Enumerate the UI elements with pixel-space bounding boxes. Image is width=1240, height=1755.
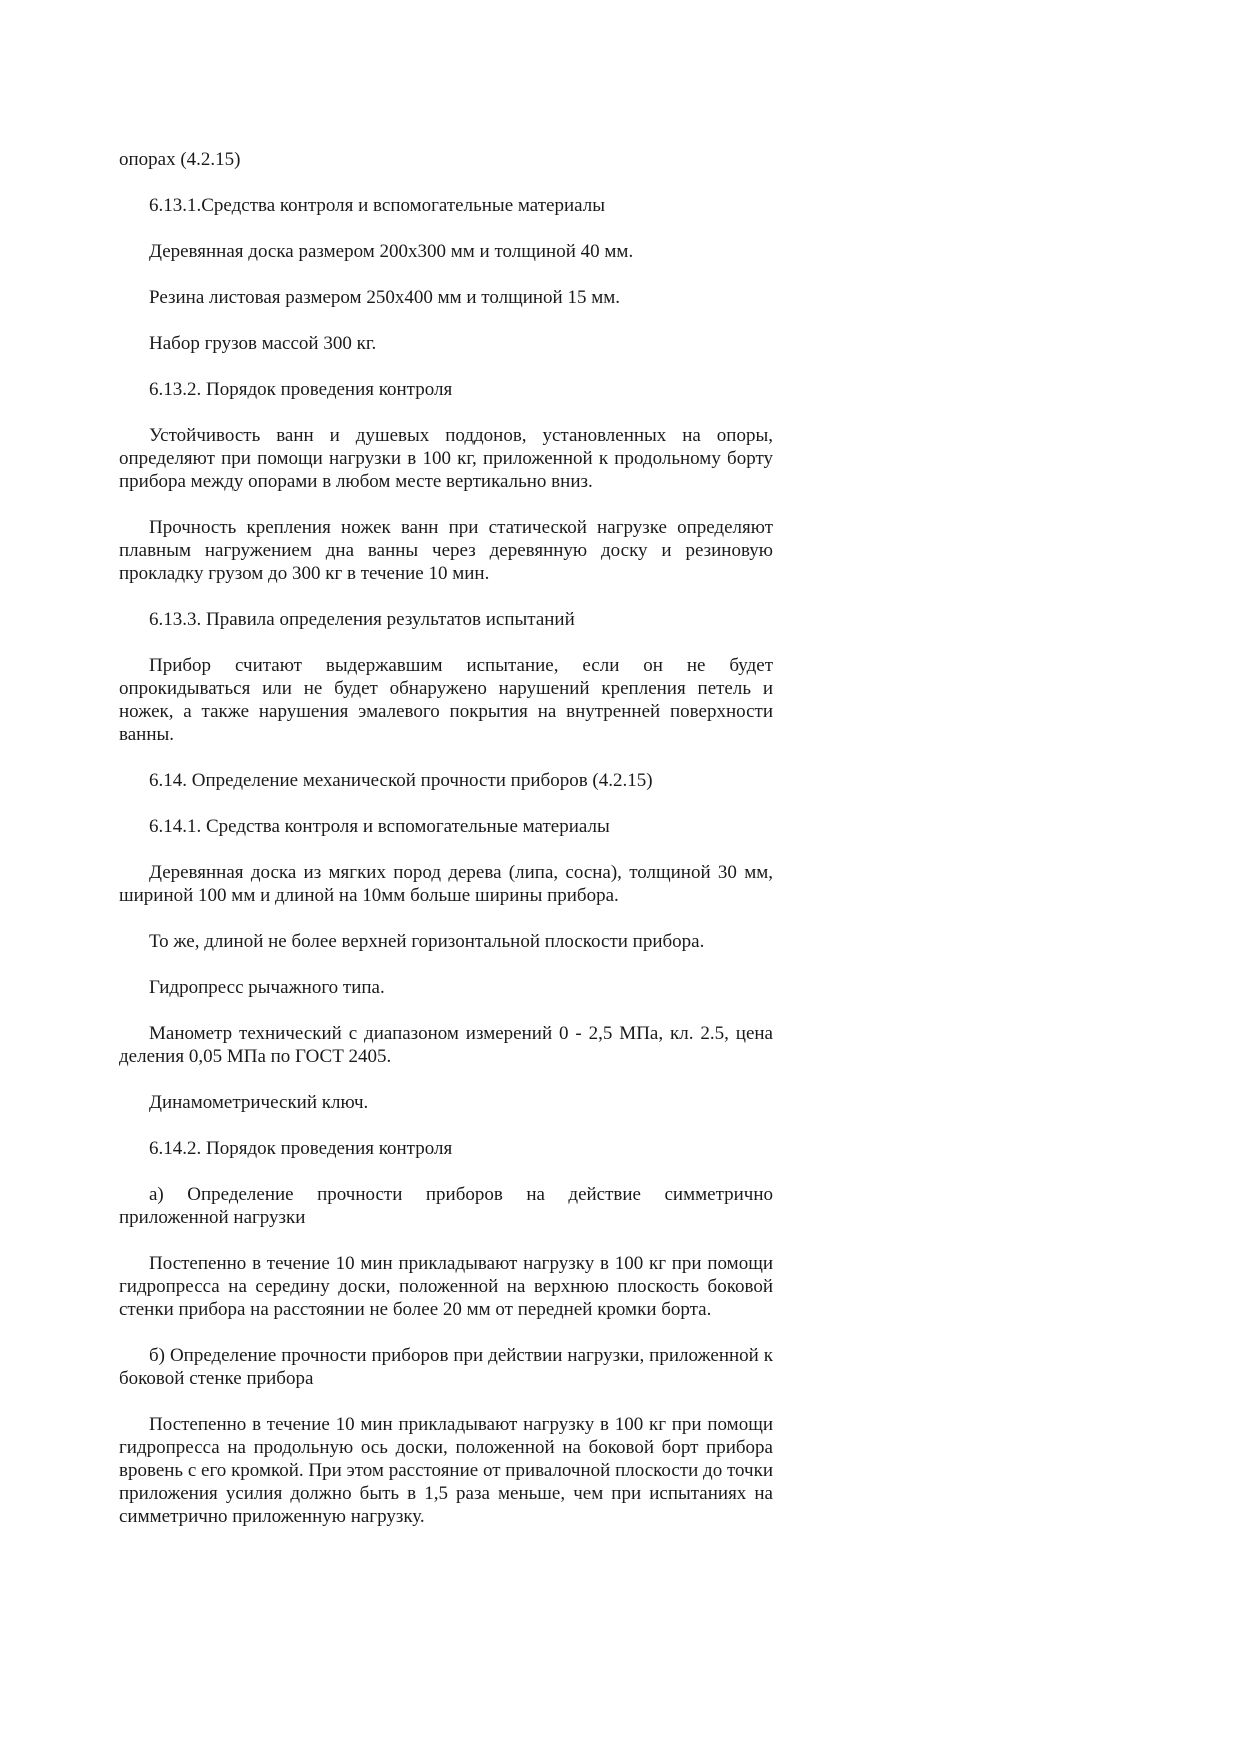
paragraph: Деревянная доска размером 200х300 мм и толщиной 40 мм.: [149, 241, 634, 262]
paragraph: Прибор считают выдержавшим испытание, если он не будет опрокидываться или не будет обнаружено нарушений крепления петель и ножек, а также нарушения эмалевого покрытия на внутренней поверхности ванны.: [119, 655, 773, 745]
paragraph: Набор грузов массой 300 кг.: [149, 333, 377, 354]
paragraph: Постепенно в течение 10 мин прикладывают нагрузку в 100 кг при помощи гидропресса на продольную ось доски, положенной на боковой борт прибора вровень с его кромкой. При этом расстояние от привалочной плоскости до точки приложения усилия должно быть в 1,5 раза меньше, чем при испытаниях на симметрично приложенную нагрузку.: [119, 1414, 773, 1527]
paragraph-continuation: опорах (4.2.15): [119, 149, 241, 170]
section-heading-6-13-2: 6.13.2. Порядок проведения контроля: [149, 379, 453, 400]
subsection-heading-b: б) Определение прочности приборов при действии нагрузки, приложенной к боковой стенке прибора: [119, 1345, 773, 1389]
paragraph: Постепенно в течение 10 мин прикладывают нагрузку в 100 кг при помощи гидропресса на середину доски, положенной на верхнюю плоскость боковой стенки прибора на расстоянии не более 20 мм от передней кромки борта.: [119, 1253, 773, 1320]
paragraph: Устойчивость ванн и душевых поддонов, установленных на опоры, определяют при помощи нагрузки в 100 кг, приложенной к продольному борту прибора между опорами в любом месте вертикально вниз.: [119, 425, 773, 492]
section-heading-6-14: 6.14. Определение механической прочности приборов (4.2.15): [149, 770, 653, 791]
paragraph: Прочность крепления ножек ванн при статической нагрузке определяют плавным нагружением дна ванны через деревянную доску и резиновую прокладку грузом до 300 кг в течение 10 мин.: [119, 517, 773, 584]
paragraph: Динамометрический ключ.: [149, 1092, 369, 1113]
paragraph: Манометр технический с диапазоном измерений 0 - 2,5 МПа, кл. 2.5, цена деления 0,05 МПа по ГОСТ 2405.: [119, 1023, 773, 1067]
paragraph: Резина листовая размером 250х400 мм и толщиной 15 мм.: [149, 287, 621, 308]
paragraph: То же, длиной не более верхней горизонтальной плоскости прибора.: [149, 931, 705, 952]
section-heading-6-13-3: 6.13.3. Правила определения результатов испытаний: [149, 609, 575, 630]
section-heading-6-14-2: 6.14.2. Порядок проведения контроля: [149, 1138, 453, 1159]
document-page: [119, 148, 773, 1551]
paragraph: Деревянная доска из мягких пород дерева (липа, сосна), толщиной 30 мм, шириной 100 мм и длиной на 10мм больше ширины прибора.: [119, 862, 773, 906]
paragraph: Гидропресс рычажного типа.: [149, 977, 385, 998]
subsection-heading-a: а) Определение прочности приборов на действие симметрично приложенной нагрузки: [119, 1184, 773, 1228]
section-heading-6-13-1: 6.13.1.Средства контроля и вспомогательные материалы: [149, 195, 605, 216]
section-heading-6-14-1: 6.14.1. Средства контроля и вспомогательные материалы: [149, 816, 610, 837]
